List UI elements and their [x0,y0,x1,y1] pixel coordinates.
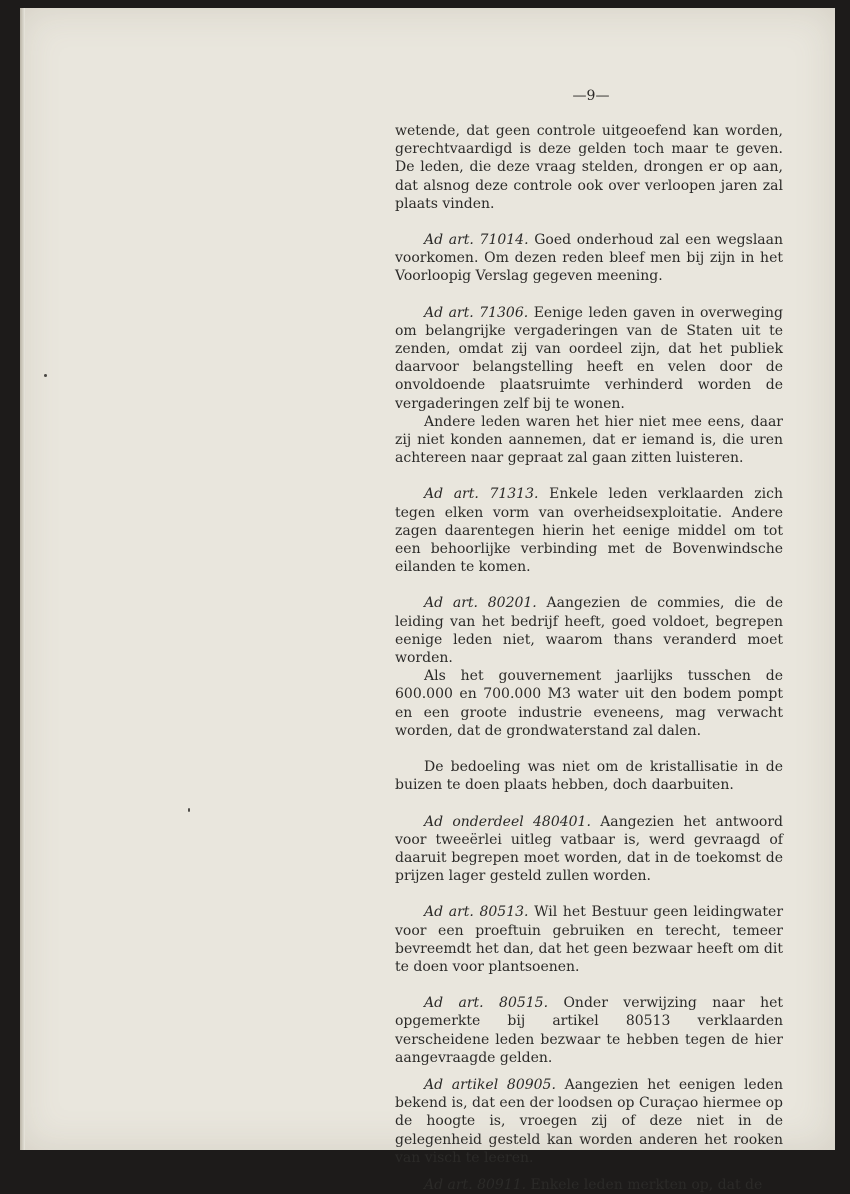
paragraph-text: Aangezien het antwoord voor tweeërlei uitleg vatbaar is, werd gevraagd of daaruit begrepen moet worden, dat in de toekomst de prijzen lager gesteld zullen worden. [395,813,784,885]
paragraph-andere-leden [395,413,783,468]
paragraph-1 [395,122,783,213]
paragraph-ad-art-71014 [395,231,783,286]
body-text [395,122,783,1194]
paragraph-text: Aangezien de commies, die de leiding van het bedrijf heeft, goed voldoet, begrepen eenige leden niet, waarom thans veranderd moet worden. [395,595,783,667]
page-edge [20,8,25,1150]
paragraph-text: Als het gouvernement jaarlijks tusschen de 600.000 en 700.000 M3 water uit den bodem pompt en een groote industrie eveneens, mag verwacht worden, dat de grondwaterstand zal dalen. [395,668,783,739]
paragraph-text: Enkele leden merkten op, dat de [530,1176,763,1193]
paragraph-kristallisatie [395,758,783,794]
article-reference: Ad art. 80201. [424,595,537,612]
speck [44,374,47,377]
article-reference: Ad art. 80911. [424,1176,527,1193]
paragraph-ad-art-71306 [395,304,783,413]
speck [188,808,190,812]
paragraph-text: Enkele leden verklaarden zich tegen elken vorm van overheidsexploitatie. Andere zagen daarentegen hierin het eenige middel om tot een behoorlijke verbinding met de Bovenwindsche eilanden te komen. [395,486,784,576]
article-reference: Ad onderdeel 480401. [424,813,591,830]
paragraph-text: Aangezien het eenigen leden bekend is, dat een der loodsen op Curaçao hiermee op de hoogte is, vroegen zij of deze niet in de gelegenheid gesteld kan worden anderen het rooken van visch te leeren. [395,1076,783,1166]
article-reference: Ad art. 80515. [424,995,549,1012]
paragraph-text: Wil het Bestuur geen leidingwater voor een proeftuin gebruiken en terecht, temeer bevreemdt het dan, dat het geen bezwaar heeft om dit te doen voor plantsoenen. [395,904,784,975]
paragraph-text: De bedoeling was niet om de kristallisatie in de buizen te doen plaats hebben, doch daarbuiten. [395,759,783,794]
paragraph-text: wetende, dat geen controle uitgeoefend kan worden, gerechtvaardigd is deze gelden toch maar te geven. De leden, die deze vraag stelden, drongen er op aan, dat alsnog deze controle ook over verloopen jaren zal plaats vinden. [395,123,783,212]
paragraph-text: Eenige leden gaven in overweging om belangrijke vergaderingen van de Staten uit te zenden, omdat zij van oordeel zijn, dat het publiek daarvoor belangstelling heeft en velen door de onvoldoende plaatsruimte verhinderd worden de vergaderingen zelf bij te wonen. [395,304,784,412]
paragraph-ad-art-80513 [395,903,783,976]
page-number: —9— [572,88,610,104]
paragraph-ad-art-80911 [395,1176,783,1194]
paragraph-text: Goed onderhoud zal een wegslaan voorkomen. Om dezen reden bleef men bij zijn in het Voorloopig Verslag gegeven meening. [395,232,784,285]
paragraph-ad-art-80201 [395,594,783,667]
article-reference: Ad artikel 80905. [424,1076,556,1093]
paragraph-ad-art-71313 [395,485,783,576]
paragraph-text: Onder verwijzing naar het opgemerkte bij artikel 80513 verklaarden verscheidene leden bezwaar te hebben tegen de hier aangevraagde gelden. [395,995,784,1066]
document-page [20,8,835,1193]
paragraph-ad-artikel-80905 [395,1076,783,1167]
paragraph-ad-art-80515 [395,994,783,1067]
paragraph-text: Andere leden waren het hier niet mee eens, daar zij niet konden aannemen, dat er iemand is, die uren achtereen naar gepraat zal gaan zitten luisteren. [395,413,783,467]
article-reference: Ad art. 71306. [424,304,529,321]
paragraph-gouvernement [395,667,783,740]
article-reference: Ad art. 80513. [424,904,529,921]
article-reference: Ad art. 71014. [424,232,529,249]
paragraph-ad-onderdeel-480401 [395,813,783,886]
article-reference: Ad art. 71313. [424,486,539,503]
